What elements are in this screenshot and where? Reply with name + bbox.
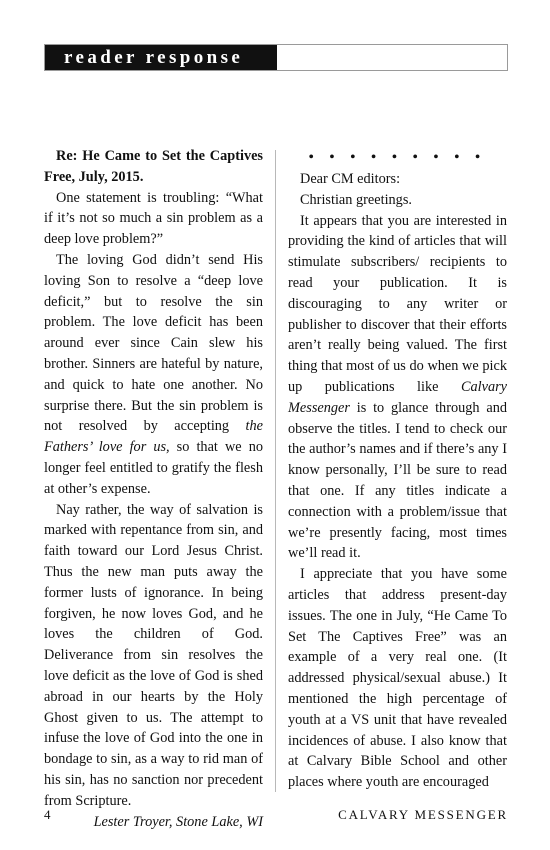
right-p1-text-b: is to glance through and observe the titles. I tend to check our the author’s names and if there’s any I know personally, I’ll be sure to read that one. If any titles indicate a connection with a problem/issue that we’re presently facing, most times we’ll read it. <box>288 399 507 562</box>
left-p2-text-a: The loving God didn’t send His loving Son to resolve a “deep love deficit,” but to resolve the sin problem. The love deficit has been around ever since Cain slew his brother. Sinners are hateful by nature, and quick to hate one another. No surprise there. But the sin problem is not resolved by accepting <box>44 251 263 435</box>
page-number: 4 <box>44 807 51 822</box>
left-paragraph-2 <box>44 250 263 500</box>
left-column <box>44 146 263 832</box>
left-paragraph-1 <box>44 188 263 250</box>
left-p2-text-b: so that we no longer feel entitled to gratify the flesh at other’s expense. <box>44 439 263 497</box>
right-paragraph-2 <box>288 564 507 793</box>
column-divider <box>275 150 276 792</box>
right-p2-text: I appreciate that you have some articles that address present-day issues. The one in July, “He Came To Set The Captives Free” was an example of a very real one. (It addressed physical/sexual abuse.) It mentioned the high percentage of youth at a VS unit that have revealed incidences of abuse. I also know that at Calvary Bible School and other places where youth are encouraged <box>288 566 507 791</box>
left-p3-text: Nay rather, the way of salvation is marked with repentance from sin, and faith toward our Lord Jesus Christ. Thus the new man puts away the former lusts of ignorance. In being forgiven, he now loves God, and he loves the children of God. Deliverance from sin resolves the love deficit as the love of God is shed abroad in our hearts by the Holy Ghost given to us. The attempt to infuse the love of God into the one in bondage to sin, as a way to rid man of his sin, has no sanction nor precedent from Scripture. <box>44 501 263 809</box>
section-header <box>44 44 508 71</box>
letter-signature: Lester Troyer, Stone Lake, WI <box>93 813 263 830</box>
letter-greeting: Christian greetings. <box>300 191 412 208</box>
left-p1-text: One statement is troubling: “What if it’s not so much a sin problem as a deep love problem?” <box>44 189 263 248</box>
left-p2-italic: the Fathers’ love for us, <box>44 418 263 456</box>
right-p1-text-a: It appears that you are interested in providing the kind of articles that will stimulate subscribers/ recipients to read your publication. It is discouraging to any writer or publisher to discover that their efforts aren’t really being valued. The first thing that most of us do when we pick up publications like <box>288 212 507 395</box>
right-column <box>288 169 507 793</box>
letter-title: Re: He Came to Set the Captives Free, July, 2015. <box>44 148 263 185</box>
section-header-label: reader response <box>45 45 277 70</box>
letter-separator: • • • • • • • • • <box>308 150 487 165</box>
right-p1-italic: Calvary Messenger <box>288 378 507 416</box>
publication-name: CALVARY MESSENGER <box>338 807 508 822</box>
left-paragraph-3 <box>44 500 263 812</box>
letter-salutation: Dear CM editors: <box>300 171 401 187</box>
right-paragraph-1 <box>288 211 507 565</box>
